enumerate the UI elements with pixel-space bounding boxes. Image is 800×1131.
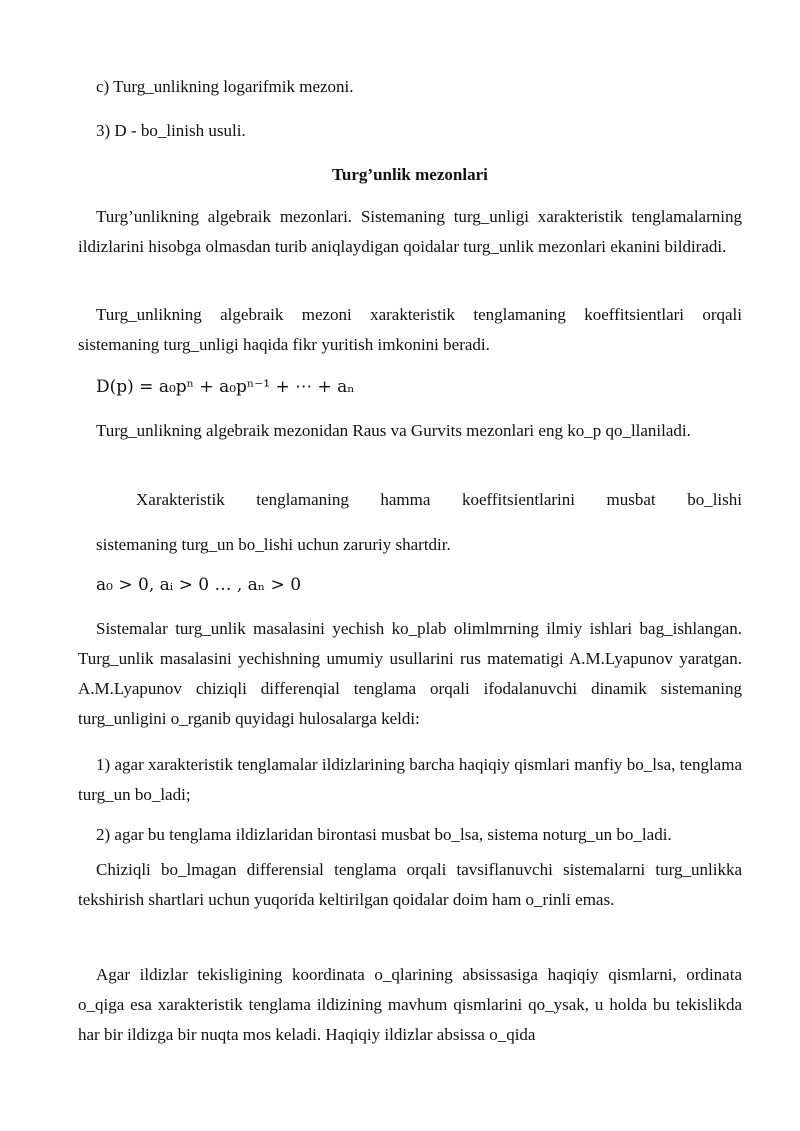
paragraph-4-line-2: sistemaning turg_un bo_lishi uchun zaruriy shartdir. (96, 535, 451, 554)
paragraph-7: 2) agar bu tenglama ildizlaridan birontasi musbat bo_lsa, sistema noturg_un bo_ladi. (96, 825, 672, 844)
paragraph-5: Sistemalar turg_unlik masalasini yechish ko_plab olimlmrning ilmiy ishlari bag_ishlangan. Turg_unlik masalasini yechishning umumiy usullarini rus matematigi A.M.Lyapunov yaratgan. A.M.Lyapunov chiziqli differenqial tenglama orqali ifodalanuvchi dinamik sistemaning turg_unligini o_rganib quyidagi hulosalarga keldi: (78, 619, 742, 728)
paragraph-1: Turg’unlikning algebraik mezonlari. Sistemaning turg_unligi xarakteristik tenglamalarning ildizlarini hisobga olmasdan turib aniqlaydigan qoidalar turg_unlik mezonlari ekanini bildiradi. (78, 207, 742, 256)
list-item-c: c) Turg_unlikning logarifmik mezoni. (96, 77, 354, 96)
formula-coefficient-condition: a₀ > 0, aᵢ > 0 … , aₙ > 0 (96, 575, 302, 595)
formula-characteristic-polynomial: D(p) = a₀pⁿ + a₀pⁿ⁻¹ + ⋯ + aₙ (96, 377, 355, 397)
paragraph-6: 1) agar xarakteristik tenglamalar ildizlarining barcha haqiqiy qismlari manfiy bo_lsa, tenglama turg_un bo_ladi; (78, 755, 742, 804)
list-item-3: 3) D - bo_linish usuli. (96, 121, 246, 140)
paragraph-2: Turg_unlikning algebraik mezoni xarakteristik tenglamaning koeffitsientlari orqali sistemaning turg_unligi haqida fikr yuritish imkonini beradi. (78, 305, 742, 354)
paragraph-4-line-1: Xarakteristik tenglamaning hamma koeffitsientlarini musbat bo_lishi (136, 490, 742, 509)
paragraph-8: Chiziqli bo_lmagan differensial tenglama orqali tavsiflanuvchi sistemalarni turg_unlikka tekshirish shartlari uchun yuqorida keltirilgan qoidalar doim ham o_rinli emas. (78, 860, 742, 909)
paragraph-9: Agar ildizlar tekisligining koordinata o_qlarining absissasiga haqiqiy qismlarni, ordinata o_qiga esa xarakteristik tenglama ildizining mavhum qismlarini qo_ysak, u holda bu tekislikda har bir ildizga bir nuqta mos keladi. Haqiqiy ildizlar absissa o_qida (78, 965, 742, 1044)
paragraph-3: Turg_unlikning algebraik mezonidan Raus va Gurvits mezonlari eng ko_p qo_llaniladi. (96, 421, 691, 440)
section-heading: Turg’unlik mezonlari (332, 165, 488, 184)
